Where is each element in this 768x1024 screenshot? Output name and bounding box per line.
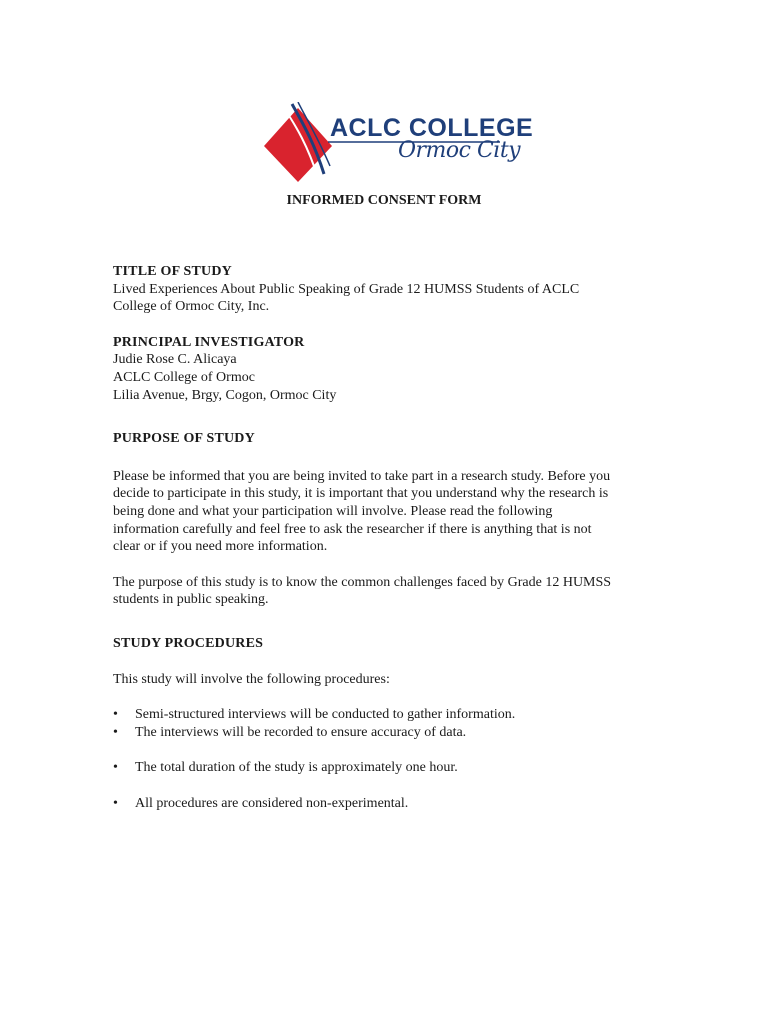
procedures-list — [113, 759, 653, 777]
list-item-text: Semi-structured interviews will be conducted to gather information. — [135, 707, 516, 723]
investigator-institution: ACLC College of Ormoc — [113, 369, 255, 385]
list-item-text: All procedures are considered non-experimental. — [135, 795, 409, 811]
list-item — [113, 759, 653, 777]
list-item — [113, 724, 653, 742]
bullet-icon: • — [113, 795, 118, 811]
study-title-line: Lived Experiences About Public Speaking of Grade 12 HUMSS Students of ACLC — [113, 281, 580, 297]
list-item-text: The total duration of the study is approximately one hour. — [135, 760, 458, 776]
paragraph-line: information carefully and feel free to ask the researcher if there is anything that is not — [113, 521, 592, 537]
purpose-paragraph-2 — [113, 574, 653, 609]
list-item — [113, 795, 653, 813]
purpose-paragraph-1 — [113, 468, 653, 556]
paragraph-line: decide to participate in this study, it is important that you understand why the research is — [113, 486, 609, 502]
form-title: INFORMED CONSENT FORM — [286, 193, 482, 208]
bullet-icon: • — [113, 724, 118, 740]
list-item-text: The interviews will be recorded to ensure accuracy of data. — [135, 724, 467, 740]
paragraph-line: students in public speaking. — [113, 592, 269, 608]
procedures-list — [113, 706, 653, 741]
aclc-college-logo — [262, 102, 534, 186]
study-title-line: College of Ormoc City, Inc. — [113, 299, 270, 315]
paragraph-line: being done and what your participation will involve. Please read the following — [113, 503, 553, 519]
procedures-intro: This study will involve the following procedures: — [113, 671, 390, 687]
investigator-address: Lilia Avenue, Brgy, Cogon, Ormoc City — [113, 387, 337, 403]
logo-wordmark: ACLC COLLEGE — [330, 114, 534, 142]
paragraph-line: Please be informed that you are being invited to take part in a research study. Before you — [113, 468, 611, 484]
investigator-name: Judie Rose C. Alicaya — [113, 352, 237, 368]
procedures-list — [113, 795, 653, 813]
list-item — [113, 706, 653, 724]
bullet-icon: • — [113, 707, 118, 723]
bullet-icon: • — [113, 760, 118, 776]
paragraph-line: clear or if you need more information. — [113, 539, 328, 555]
purpose-heading: PURPOSE OF STUDY — [113, 431, 255, 447]
logo-script-wordmark: Ormoc City — [398, 138, 521, 163]
paragraph-line: The purpose of this study is to know the common challenges faced by Grade 12 HUMSS — [113, 574, 612, 590]
study-procedures-heading: STUDY PROCEDURES — [113, 635, 264, 651]
principal-investigator-heading: PRINCIPAL INVESTIGATOR — [113, 334, 305, 350]
title-of-study-heading: TITLE OF STUDY — [113, 264, 232, 279]
document-body — [113, 263, 653, 812]
